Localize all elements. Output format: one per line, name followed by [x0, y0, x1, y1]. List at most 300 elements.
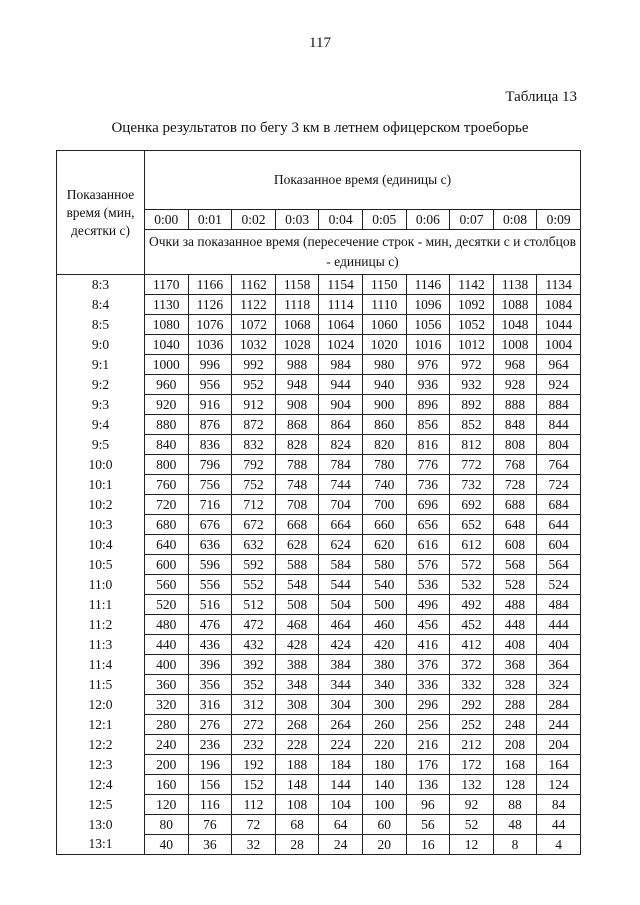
- score-cell: 540: [362, 575, 406, 595]
- score-cell: 760: [145, 475, 189, 495]
- score-cell: 148: [275, 775, 319, 795]
- row-time-label: 8:5: [57, 315, 145, 335]
- score-cell: 660: [362, 515, 406, 535]
- score-cell: 372: [450, 655, 494, 675]
- score-cell: 884: [537, 395, 581, 415]
- score-cell: 104: [319, 795, 363, 815]
- score-cell: 824: [319, 435, 363, 455]
- score-cell: 1060: [362, 315, 406, 335]
- score-cell: 176: [406, 755, 450, 775]
- table-row: [57, 655, 581, 675]
- score-cell: 460: [362, 615, 406, 635]
- score-cell: 264: [319, 715, 363, 735]
- score-cell: 888: [493, 395, 537, 415]
- score-cell: 656: [406, 515, 450, 535]
- column-header: 0:01: [188, 210, 232, 230]
- score-cell: 836: [188, 435, 232, 455]
- score-cell: 260: [362, 715, 406, 735]
- score-cell: 632: [232, 535, 276, 555]
- score-cell: 352: [232, 675, 276, 695]
- row-time-label: 12:1: [57, 715, 145, 735]
- score-cell: 1020: [362, 335, 406, 355]
- score-cell: 860: [362, 415, 406, 435]
- score-cell: 992: [232, 355, 276, 375]
- score-cell: 604: [537, 535, 581, 555]
- score-cell: 708: [275, 495, 319, 515]
- column-header: 0:08: [493, 210, 537, 230]
- row-time-label: 8:4: [57, 295, 145, 315]
- score-cell: 736: [406, 475, 450, 495]
- table-row: [57, 355, 581, 375]
- row-time-label: 10:2: [57, 495, 145, 515]
- score-cell: 828: [275, 435, 319, 455]
- score-cell: 544: [319, 575, 363, 595]
- score-cell: 368: [493, 655, 537, 675]
- score-cell: 72: [232, 815, 276, 835]
- table-row: [57, 375, 581, 395]
- row-time-label: 12:2: [57, 735, 145, 755]
- table-row: [57, 315, 581, 335]
- table-row: [57, 635, 581, 655]
- row-time-label: 11:0: [57, 575, 145, 595]
- score-cell: 944: [319, 375, 363, 395]
- score-cell: 1142: [450, 275, 494, 295]
- score-cell: 1076: [188, 315, 232, 335]
- score-cell: 496: [406, 595, 450, 615]
- score-cell: 444: [537, 615, 581, 635]
- table-row: [57, 455, 581, 475]
- score-cell: 480: [145, 615, 189, 635]
- score-cell: 1170: [145, 275, 189, 295]
- score-table: [56, 150, 581, 855]
- score-cell: 288: [493, 695, 537, 715]
- score-cell: 268: [275, 715, 319, 735]
- score-cell: 112: [232, 795, 276, 815]
- score-cell: 920: [145, 395, 189, 415]
- score-cell: 284: [537, 695, 581, 715]
- score-cell: 188: [275, 755, 319, 775]
- table-row: [57, 715, 581, 735]
- row-time-label: 9:1: [57, 355, 145, 375]
- score-cell: 12: [450, 835, 494, 855]
- score-cell: 236: [188, 735, 232, 755]
- table-row: [57, 495, 581, 515]
- column-header: 0:02: [232, 210, 276, 230]
- score-cell: 1044: [537, 315, 581, 335]
- score-cell: 840: [145, 435, 189, 455]
- score-cell: 964: [537, 355, 581, 375]
- score-cell: 852: [450, 415, 494, 435]
- score-cell: 620: [362, 535, 406, 555]
- score-cell: 664: [319, 515, 363, 535]
- row-time-label: 12:4: [57, 775, 145, 795]
- score-cell: 576: [406, 555, 450, 575]
- score-cell: 712: [232, 495, 276, 515]
- score-cell: 1056: [406, 315, 450, 335]
- score-cell: 1072: [232, 315, 276, 335]
- score-cell: 1040: [145, 335, 189, 355]
- row-time-label: 12:3: [57, 755, 145, 775]
- score-cell: 68: [275, 815, 319, 835]
- score-cell: 364: [537, 655, 581, 675]
- score-cell: 592: [232, 555, 276, 575]
- table-row: [57, 395, 581, 415]
- score-cell: 752: [232, 475, 276, 495]
- score-cell: 4: [537, 835, 581, 855]
- explanation-header: Очки за показанное время (пересечение строк - мин, десятки с и столбцов - единицы с): [145, 230, 581, 275]
- score-cell: 216: [406, 735, 450, 755]
- column-header: 0:07: [450, 210, 494, 230]
- row-time-label: 11:3: [57, 635, 145, 655]
- score-cell: 1158: [275, 275, 319, 295]
- score-cell: 1048: [493, 315, 537, 335]
- table-row: [57, 435, 581, 455]
- score-cell: 136: [406, 775, 450, 795]
- score-cell: 756: [188, 475, 232, 495]
- row-time-label: 13:1: [57, 835, 145, 855]
- score-cell: 144: [319, 775, 363, 795]
- score-cell: 1008: [493, 335, 537, 355]
- score-cell: 416: [406, 635, 450, 655]
- row-time-label: 12:0: [57, 695, 145, 715]
- table-row: [57, 575, 581, 595]
- score-cell: 532: [450, 575, 494, 595]
- score-cell: 8: [493, 835, 537, 855]
- score-cell: 156: [188, 775, 232, 795]
- score-cell: 948: [275, 375, 319, 395]
- table-row: [57, 695, 581, 715]
- score-cell: 412: [450, 635, 494, 655]
- page-number: 117: [309, 35, 331, 51]
- score-cell: 956: [188, 375, 232, 395]
- score-cell: 24: [319, 835, 363, 855]
- row-time-label: 10:0: [57, 455, 145, 475]
- row-time-label: 9:0: [57, 335, 145, 355]
- score-cell: 892: [450, 395, 494, 415]
- score-cell: 980: [362, 355, 406, 375]
- row-time-label: 9:2: [57, 375, 145, 395]
- score-cell: 1096: [406, 295, 450, 315]
- score-cell: 172: [450, 755, 494, 775]
- score-cell: 220: [362, 735, 406, 755]
- score-cell: 472: [232, 615, 276, 635]
- score-cell: 512: [232, 595, 276, 615]
- score-cell: 784: [319, 455, 363, 475]
- score-cell: 612: [450, 535, 494, 555]
- score-cell: 812: [450, 435, 494, 455]
- score-cell: 680: [145, 515, 189, 535]
- score-cell: 340: [362, 675, 406, 695]
- table-caption: Оценка результатов по бегу 3 км в летнем офицерском троеборье: [111, 120, 529, 136]
- score-cell: 1134: [537, 275, 581, 295]
- score-cell: 296: [406, 695, 450, 715]
- score-cell: 528: [493, 575, 537, 595]
- table-row: [57, 795, 581, 815]
- row-time-label: 10:4: [57, 535, 145, 555]
- score-cell: 224: [319, 735, 363, 755]
- table-row: [57, 515, 581, 535]
- score-cell: 668: [275, 515, 319, 535]
- score-cell: 520: [145, 595, 189, 615]
- score-cell: 84: [537, 795, 581, 815]
- score-cell: 492: [450, 595, 494, 615]
- score-cell: 808: [493, 435, 537, 455]
- score-cell: 1154: [319, 275, 363, 295]
- score-cell: 832: [232, 435, 276, 455]
- score-cell: 1146: [406, 275, 450, 295]
- score-cell: 1162: [232, 275, 276, 295]
- score-cell: 404: [537, 635, 581, 655]
- table-row: [57, 835, 581, 855]
- score-cell: 1084: [537, 295, 581, 315]
- score-cell: 792: [232, 455, 276, 475]
- score-cell: 36: [188, 835, 232, 855]
- score-cell: 1080: [145, 315, 189, 335]
- row-time-label: 9:5: [57, 435, 145, 455]
- score-cell: 324: [537, 675, 581, 695]
- score-cell: 1000: [145, 355, 189, 375]
- score-cell: 720: [145, 495, 189, 515]
- row-time-label: 10:3: [57, 515, 145, 535]
- score-cell: 476: [188, 615, 232, 635]
- score-cell: 596: [188, 555, 232, 575]
- score-cell: 456: [406, 615, 450, 635]
- score-cell: 1126: [188, 295, 232, 315]
- score-cell: 164: [537, 755, 581, 775]
- score-cell: 96: [406, 795, 450, 815]
- score-cell: 304: [319, 695, 363, 715]
- table-label: Таблица 13: [505, 89, 577, 105]
- score-cell: 1016: [406, 335, 450, 355]
- score-cell: 20: [362, 835, 406, 855]
- score-cell: 556: [188, 575, 232, 595]
- score-cell: 536: [406, 575, 450, 595]
- score-cell: 1092: [450, 295, 494, 315]
- row-time-label: 9:4: [57, 415, 145, 435]
- column-header: 0:00: [145, 210, 189, 230]
- score-cell: 88: [493, 795, 537, 815]
- table-row: [57, 555, 581, 575]
- score-cell: 48: [493, 815, 537, 835]
- score-cell: 568: [493, 555, 537, 575]
- score-cell: 572: [450, 555, 494, 575]
- score-cell: 292: [450, 695, 494, 715]
- score-cell: 1130: [145, 295, 189, 315]
- score-cell: 704: [319, 495, 363, 515]
- score-cell: 332: [450, 675, 494, 695]
- score-cell: 336: [406, 675, 450, 695]
- score-cell: 844: [537, 415, 581, 435]
- score-cell: 320: [145, 695, 189, 715]
- score-cell: 1064: [319, 315, 363, 335]
- score-cell: 60: [362, 815, 406, 835]
- row-time-label: 11:5: [57, 675, 145, 695]
- table-row: [57, 335, 581, 355]
- score-cell: 44: [537, 815, 581, 835]
- score-cell: 912: [232, 395, 276, 415]
- score-cell: 424: [319, 635, 363, 655]
- score-cell: 436: [188, 635, 232, 655]
- score-cell: 16: [406, 835, 450, 855]
- score-cell: 952: [232, 375, 276, 395]
- score-cell: 988: [275, 355, 319, 375]
- score-cell: 688: [493, 495, 537, 515]
- score-cell: 1052: [450, 315, 494, 335]
- score-cell: 192: [232, 755, 276, 775]
- score-cell: 584: [319, 555, 363, 575]
- score-cell: 764: [537, 455, 581, 475]
- score-cell: 384: [319, 655, 363, 675]
- score-cell: 1004: [537, 335, 581, 355]
- score-cell: 644: [537, 515, 581, 535]
- score-cell: 768: [493, 455, 537, 475]
- score-cell: 468: [275, 615, 319, 635]
- score-cell: 744: [319, 475, 363, 495]
- score-cell: 208: [493, 735, 537, 755]
- score-cell: 864: [319, 415, 363, 435]
- score-cell: 724: [537, 475, 581, 495]
- score-cell: 380: [362, 655, 406, 675]
- score-cell: 692: [450, 495, 494, 515]
- score-cell: 996: [188, 355, 232, 375]
- score-cell: 408: [493, 635, 537, 655]
- score-cell: 204: [537, 735, 581, 755]
- score-cell: 448: [493, 615, 537, 635]
- score-cell: 672: [232, 515, 276, 535]
- score-cell: 76: [188, 815, 232, 835]
- table-row: [57, 415, 581, 435]
- column-header: 0:09: [537, 210, 581, 230]
- score-cell: 272: [232, 715, 276, 735]
- table-row: [57, 775, 581, 795]
- table-row: [57, 475, 581, 495]
- table-row: [57, 675, 581, 695]
- score-cell: 1032: [232, 335, 276, 355]
- score-cell: 608: [493, 535, 537, 555]
- score-cell: 348: [275, 675, 319, 695]
- score-cell: 600: [145, 555, 189, 575]
- score-cell: 280: [145, 715, 189, 735]
- score-cell: 508: [275, 595, 319, 615]
- score-cell: 728: [493, 475, 537, 495]
- score-cell: 1114: [319, 295, 363, 315]
- score-cell: 428: [275, 635, 319, 655]
- column-header: 0:06: [406, 210, 450, 230]
- score-cell: 256: [406, 715, 450, 735]
- row-time-label: 10:5: [57, 555, 145, 575]
- score-cell: 212: [450, 735, 494, 755]
- score-cell: 356: [188, 675, 232, 695]
- score-cell: 652: [450, 515, 494, 535]
- score-cell: 676: [188, 515, 232, 535]
- score-cell: 896: [406, 395, 450, 415]
- score-cell: 92: [450, 795, 494, 815]
- score-cell: 124: [537, 775, 581, 795]
- units-header: Показанное время (единицы с): [145, 151, 581, 210]
- score-cell: 856: [406, 415, 450, 435]
- score-cell: 232: [232, 735, 276, 755]
- table-row: [57, 295, 581, 315]
- score-cell: 932: [450, 375, 494, 395]
- score-cell: 716: [188, 495, 232, 515]
- score-cell: 248: [493, 715, 537, 735]
- score-cell: 636: [188, 535, 232, 555]
- score-cell: 868: [275, 415, 319, 435]
- score-cell: 328: [493, 675, 537, 695]
- score-cell: 872: [232, 415, 276, 435]
- score-cell: 968: [493, 355, 537, 375]
- score-cell: 640: [145, 535, 189, 555]
- row-time-label: 12:5: [57, 795, 145, 815]
- score-cell: 800: [145, 455, 189, 475]
- score-cell: 392: [232, 655, 276, 675]
- score-cell: 132: [450, 775, 494, 795]
- score-cell: 464: [319, 615, 363, 635]
- table-row: [57, 755, 581, 775]
- score-cell: 972: [450, 355, 494, 375]
- score-cell: 880: [145, 415, 189, 435]
- score-cell: 564: [537, 555, 581, 575]
- score-cell: 1068: [275, 315, 319, 335]
- score-cell: 816: [406, 435, 450, 455]
- score-cell: 1110: [362, 295, 406, 315]
- table-row: [57, 615, 581, 635]
- score-cell: 772: [450, 455, 494, 475]
- score-cell: 740: [362, 475, 406, 495]
- score-cell: 152: [232, 775, 276, 795]
- row-time-label: 9:3: [57, 395, 145, 415]
- score-cell: 1138: [493, 275, 537, 295]
- score-cell: 120: [145, 795, 189, 815]
- score-cell: 588: [275, 555, 319, 575]
- score-cell: 244: [537, 715, 581, 735]
- column-header: 0:03: [275, 210, 319, 230]
- score-cell: 580: [362, 555, 406, 575]
- score-cell: 184: [319, 755, 363, 775]
- table-row: [57, 275, 581, 295]
- score-cell: 904: [319, 395, 363, 415]
- score-cell: 500: [362, 595, 406, 615]
- score-cell: 796: [188, 455, 232, 475]
- score-cell: 168: [493, 755, 537, 775]
- score-cell: 1122: [232, 295, 276, 315]
- score-cell: 1166: [188, 275, 232, 295]
- score-cell: 276: [188, 715, 232, 735]
- score-cell: 696: [406, 495, 450, 515]
- score-cell: 628: [275, 535, 319, 555]
- score-cell: 616: [406, 535, 450, 555]
- score-cell: 376: [406, 655, 450, 675]
- score-cell: 160: [145, 775, 189, 795]
- score-cell: 648: [493, 515, 537, 535]
- score-cell: 316: [188, 695, 232, 715]
- score-cell: 308: [275, 695, 319, 715]
- score-cell: 776: [406, 455, 450, 475]
- score-cell: 80: [145, 815, 189, 835]
- score-cell: 116: [188, 795, 232, 815]
- score-cell: 900: [362, 395, 406, 415]
- row-time-label: 11:4: [57, 655, 145, 675]
- score-cell: 64: [319, 815, 363, 835]
- score-cell: 804: [537, 435, 581, 455]
- score-cell: 748: [275, 475, 319, 495]
- row-time-label: 10:1: [57, 475, 145, 495]
- column-header: 0:04: [319, 210, 363, 230]
- score-cell: 780: [362, 455, 406, 475]
- score-cell: 928: [493, 375, 537, 395]
- row-time-label: 11:1: [57, 595, 145, 615]
- score-cell: 200: [145, 755, 189, 775]
